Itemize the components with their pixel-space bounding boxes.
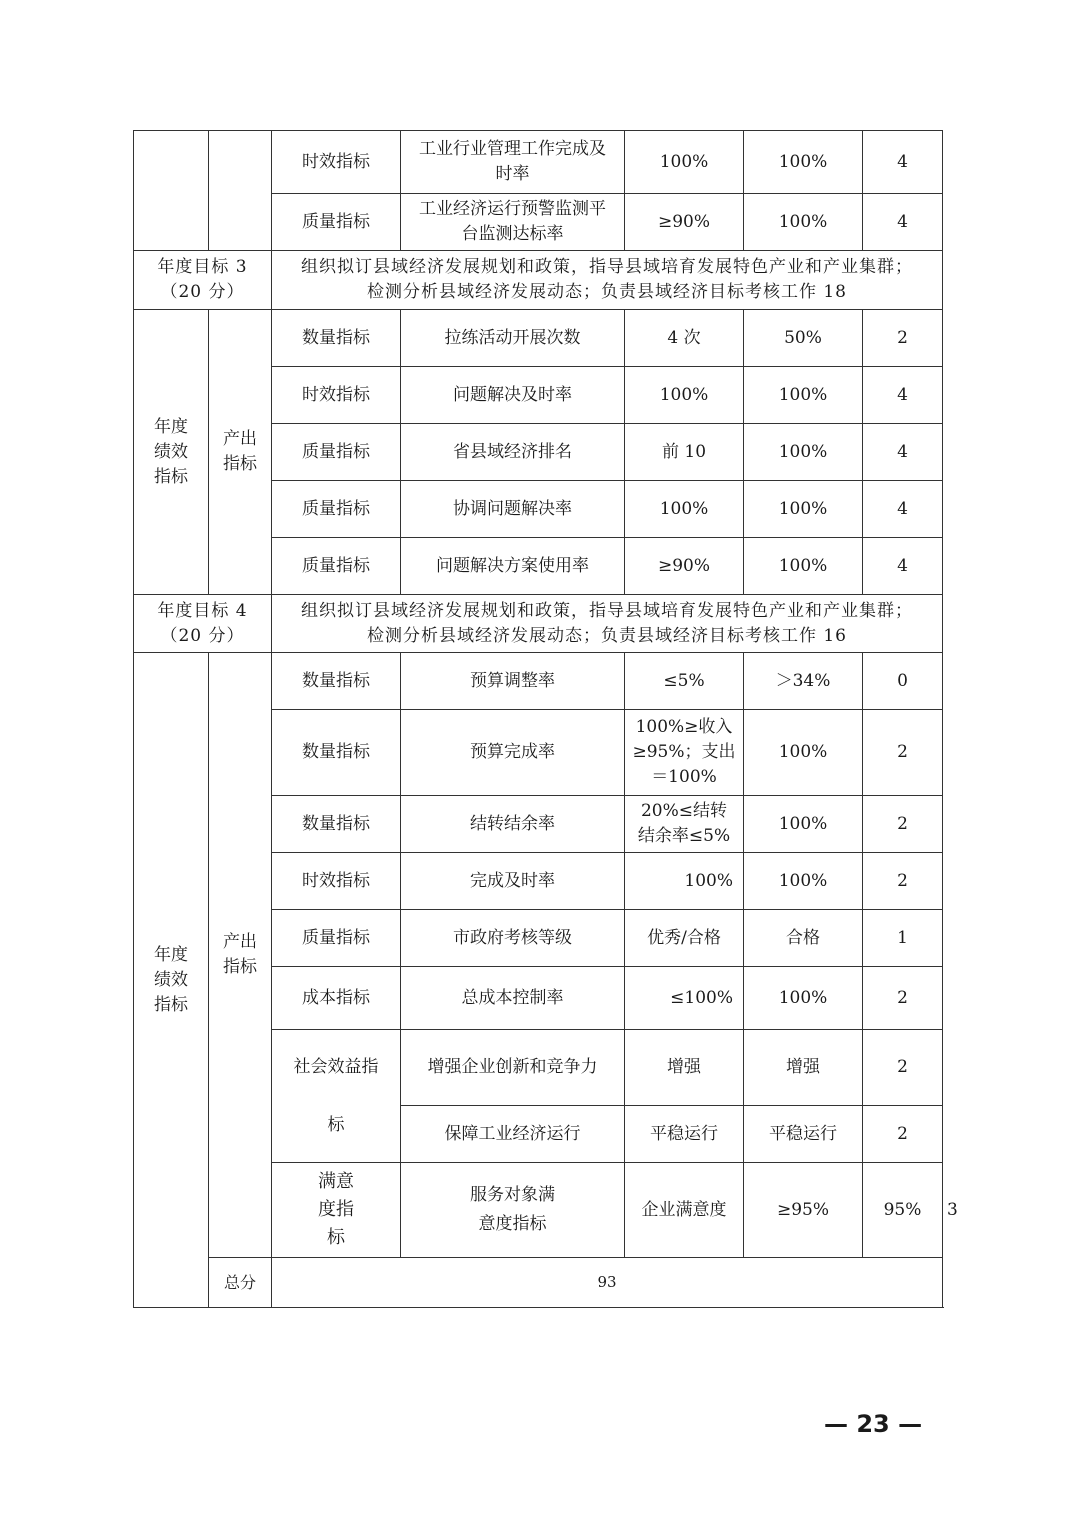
table-row xyxy=(134,310,943,367)
actual-cell: ＞34% xyxy=(744,653,863,710)
actual-cell: 50% xyxy=(744,310,863,367)
indicator-cell: 结转结余率 xyxy=(401,796,625,853)
l1-indicator-cell: 年度 绩效 指标 xyxy=(134,310,209,595)
actual-cell: 100% xyxy=(744,538,863,595)
l3-indicator-cell: 质量指标 xyxy=(272,910,401,967)
score-cell: 4 xyxy=(863,131,943,194)
score-cell: 4 xyxy=(863,538,943,595)
total-label-cell: 总分 xyxy=(209,1258,272,1308)
l3-indicator-cell: 数量指标 xyxy=(272,310,401,367)
score-cell: 2 xyxy=(863,1106,943,1163)
l2-satisfaction-cell: 满意 度指 标 xyxy=(272,1163,401,1258)
actual-cell: 增强 xyxy=(744,1030,863,1106)
l3-indicator-cell: 质量指标 xyxy=(272,538,401,595)
target-cell: 100% xyxy=(625,131,744,194)
actual-cell: 100% xyxy=(744,853,863,910)
l2-indicator-cell: 产出 指标 xyxy=(209,310,272,595)
l1-indicator-cell: 年度 绩效 指标 xyxy=(134,653,209,1308)
l3-indicator-cell: 时效指标 xyxy=(272,367,401,424)
l3-indicator-cell: 数量指标 xyxy=(272,796,401,853)
actual-cell: 100% xyxy=(744,796,863,853)
table-row xyxy=(134,653,943,710)
score-cell: 1 xyxy=(863,910,943,967)
indicator-cell: 省县域经济排名 xyxy=(401,424,625,481)
goal-row xyxy=(134,595,943,653)
target-cell: ≥90% xyxy=(625,194,744,251)
table-row xyxy=(134,131,943,194)
goal-text-cell: 组织拟订县域经济发展规划和政策，指导县域培育发展特色产业和产业集群； 检测分析县域经济发展动态；负责县域经济目标考核工作 16 xyxy=(272,595,943,653)
empty-l2-cell xyxy=(209,131,272,251)
goal-text-cell: 组织拟订县域经济发展规划和政策，指导县域培育发展特色产业和产业集群； 检测分析县域经济发展动态；负责县域经济目标考核工作 18 xyxy=(272,251,943,310)
indicator-cell: 增强企业创新和竞争力 xyxy=(401,1030,625,1106)
target-cell: ≤5% xyxy=(625,653,744,710)
l2-indicator-cell: 产出 指标 xyxy=(209,653,272,1258)
target-cell: 前 10 xyxy=(625,424,744,481)
actual-cell: 100% xyxy=(744,194,863,251)
l3-indicator-cell: 数量指标 xyxy=(272,653,401,710)
total-value-cell: 93 xyxy=(272,1258,943,1308)
target-cell: 100%≥收入 ≥95%；支出 ＝100% xyxy=(625,710,744,796)
target-cell: 增强 xyxy=(625,1030,744,1106)
target-cell: 优秀/合格 xyxy=(625,910,744,967)
actual-cell: 100% xyxy=(744,367,863,424)
target-cell: 平稳运行 xyxy=(625,1106,744,1163)
l3-indicator-cell: 质量指标 xyxy=(272,424,401,481)
score-cell: 2 xyxy=(863,853,943,910)
score-cell: 2 xyxy=(863,710,943,796)
actual-cell: 平稳运行 xyxy=(744,1106,863,1163)
score-cell: 2 xyxy=(863,1030,943,1106)
indicator-cell: 总成本控制率 xyxy=(401,967,625,1030)
actual-cell: 100% xyxy=(744,424,863,481)
indicator-cell: 预算完成率 xyxy=(401,710,625,796)
score-cell: 2 xyxy=(863,310,943,367)
l3-indicator-cell: 时效指标 xyxy=(272,853,401,910)
target-cell: ≤100% xyxy=(625,967,744,1030)
indicator-cell: 拉练活动开展次数 xyxy=(401,310,625,367)
l3-indicator-cell: 数量指标 xyxy=(272,710,401,796)
performance-table xyxy=(133,130,958,1308)
indicator-cell: 企业满意度 xyxy=(625,1163,744,1258)
target-cell: 4 次 xyxy=(625,310,744,367)
l3-indicator-cell: 成本指标 xyxy=(272,967,401,1030)
l3-indicator-cell: 质量指标 xyxy=(272,194,401,251)
indicator-cell: 工业行业管理工作完成及 时率 xyxy=(401,131,625,194)
target-cell: 100% xyxy=(625,481,744,538)
actual-cell: 100% xyxy=(744,131,863,194)
indicator-cell: 保障工业经济运行 xyxy=(401,1106,625,1163)
score-cell: 4 xyxy=(863,194,943,251)
indicator-cell: 工业经济运行预警监测平 台监测达标率 xyxy=(401,194,625,251)
target-cell: 100% xyxy=(625,367,744,424)
l3-indicator-cell: 质量指标 xyxy=(272,481,401,538)
actual-cell: 合格 xyxy=(744,910,863,967)
l3-indicator-cell: 服务对象满 意度指标 xyxy=(401,1163,625,1258)
actual-cell: 100% xyxy=(744,710,863,796)
goal-row xyxy=(134,251,943,310)
l3-indicator-cell: 时效指标 xyxy=(272,131,401,194)
target-cell: 20%≤结转 结余率≤5% xyxy=(625,796,744,853)
target-cell: ≥90% xyxy=(625,538,744,595)
indicator-cell: 协调问题解决率 xyxy=(401,481,625,538)
actual-cell: 95% xyxy=(863,1163,943,1258)
score-cell: 4 xyxy=(863,367,943,424)
actual-cell: 100% xyxy=(744,967,863,1030)
empty-l1-cell xyxy=(134,131,209,251)
goal-label-cell: 年度目标 4 （20 分） xyxy=(134,595,272,653)
score-cell: 0 xyxy=(863,653,943,710)
score-cell: 4 xyxy=(863,424,943,481)
indicator-cell: 完成及时率 xyxy=(401,853,625,910)
indicator-cell: 问题解决及时率 xyxy=(401,367,625,424)
page-number: — 23 — xyxy=(824,1410,923,1438)
score-cell: 4 xyxy=(863,481,943,538)
goal-label-cell: 年度目标 3 （20 分） xyxy=(134,251,272,310)
indicator-cell: 问题解决方案使用率 xyxy=(401,538,625,595)
indicator-cell: 市政府考核等级 xyxy=(401,910,625,967)
score-cell: 2 xyxy=(863,967,943,1030)
table-row: 满意 度指 标 服务对象满 意度指标 企业满意度 ≥95% 95% 3 xyxy=(134,1163,943,1258)
social-benefit-label-cell: 社会效益指 标 xyxy=(272,1030,401,1163)
actual-cell: 100% xyxy=(744,481,863,538)
target-cell: ≥95% xyxy=(744,1163,863,1258)
indicator-cell: 预算调整率 xyxy=(401,653,625,710)
total-row xyxy=(134,1258,943,1308)
target-cell: 100% xyxy=(625,853,744,910)
score-cell: 2 xyxy=(863,796,943,853)
